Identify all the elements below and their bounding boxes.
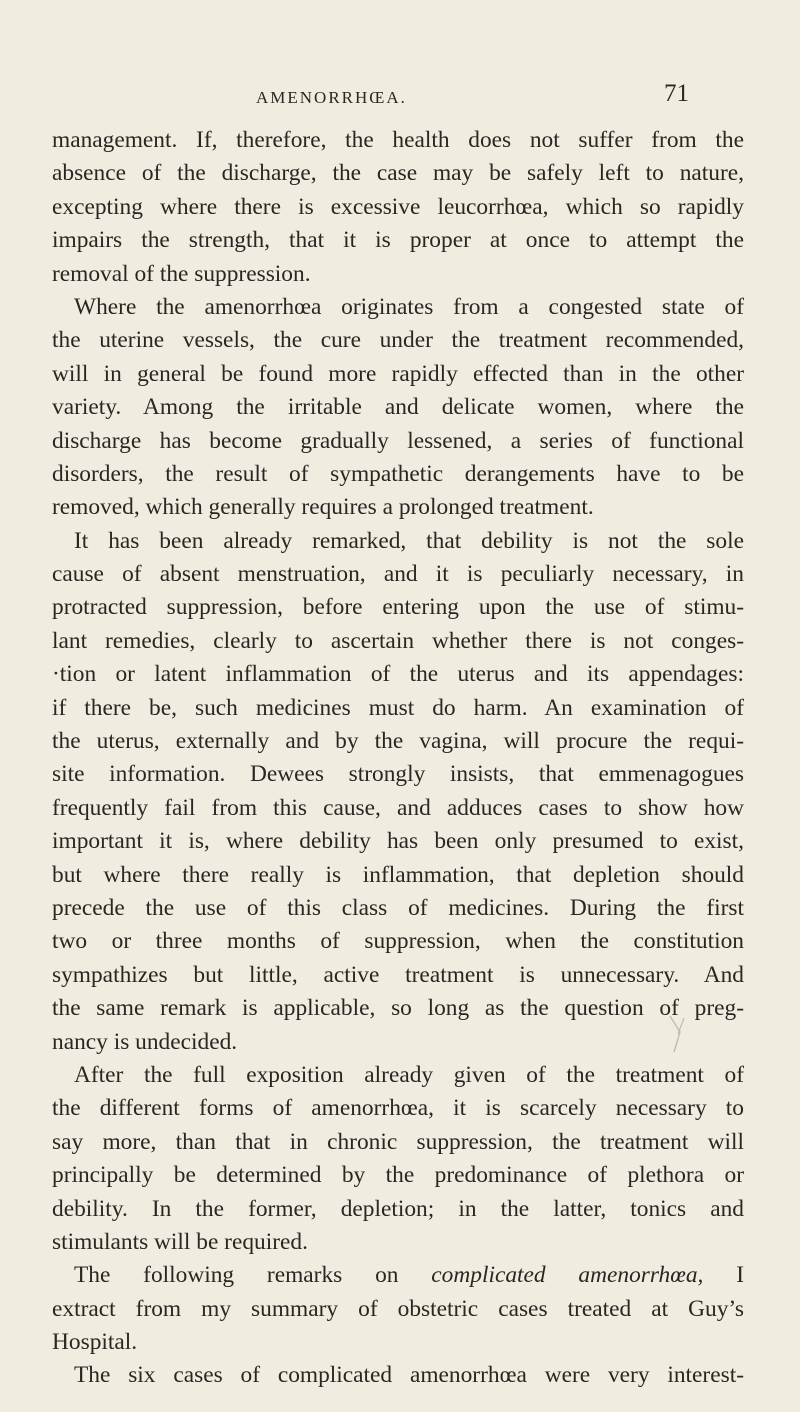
text-line: lant remedies, clearly to ascertain whether there is not conges- — [52, 627, 744, 654]
text-line: but where there really is inflammation, that depletion should — [52, 861, 744, 888]
text-line: stimulants will be required. — [52, 1228, 308, 1255]
text-line: After the full exposition already given of the treatment of — [74, 1061, 744, 1088]
text-line: ·tion or latent inflammation of the uterus and its appendages: — [52, 661, 744, 688]
running-title: AMENORRHŒA. — [256, 88, 407, 107]
text-line: the uterine vessels, the cure under the treatment recommended, — [52, 327, 744, 354]
text-line: principally be determined by the predominance of plethora or — [52, 1162, 744, 1189]
text-line: the different forms of amenorrhœa, it is scarcely necessary to — [52, 1095, 744, 1122]
italic-phrase: complicated amenorrhœa, — [431, 1262, 704, 1289]
body-text — [52, 124, 744, 1393]
text-line: disorders, the result of sympathetic derangements have to be — [52, 460, 744, 487]
text-line: will in general be found more rapidly effected than in the other — [52, 360, 744, 387]
text-line: the uterus, externally and by the vagina, will procure the requi- — [52, 728, 744, 755]
text-line: discharge has become gradually lessened, a series of functional — [52, 427, 744, 454]
text-line: nancy is undecided. — [52, 1028, 238, 1055]
text-line: absence of the discharge, the case may be safely left to nature, — [52, 160, 744, 187]
text-line: Where the amenorrhœa originates from a congested state of — [74, 293, 744, 320]
text-line: variety. Among the irritable and delicate women, where the — [52, 394, 744, 421]
text-line: It has been already remarked, that debility is not the sole — [74, 527, 744, 554]
text-line: two or three months of suppression, when the constitution — [52, 928, 744, 955]
text-line: impairs the strength, that it is proper at once to attempt the — [52, 227, 744, 254]
text-line: removal of the suppression. — [52, 260, 311, 287]
margin-mark-icon — [668, 1012, 688, 1056]
text-line: frequently fail from this cause, and adduces cases to show how — [52, 794, 744, 821]
text-line: The six cases of complicated amenorrhœa were very interest- — [74, 1362, 744, 1389]
text-line: extract from my summary of obstetric cases treated at Guy’s — [52, 1295, 744, 1322]
running-head — [0, 80, 800, 112]
text-line: debility. In the former, depletion; in the latter, tonics and — [52, 1195, 744, 1222]
page-number: 71 — [664, 80, 689, 107]
text-line: important it is, where debility has been only presumed to exist, — [52, 828, 744, 855]
text-line: management. If, therefore, the health does not suffer from the — [52, 127, 744, 153]
text-line: cause of absent menstruation, and it is peculiarly necessary, in — [52, 561, 744, 588]
text-line: precede the use of this class of medicines. During the first — [52, 894, 744, 921]
text-line: sympathizes but little, active treatment is unnecessary. And — [52, 961, 744, 988]
text-line: if there be, such medicines must do harm. An examination of — [52, 694, 744, 721]
text-line: excepting where there is excessive leucorrhœa, which so rapidly — [52, 193, 744, 220]
text-line: Hospital. — [52, 1329, 138, 1356]
text-line: removed, which generally requires a prolonged treatment. — [52, 494, 594, 521]
text-line: protracted suppression, before entering upon the use of stimu- — [52, 594, 744, 621]
text-segment: The following remarks on — [74, 1262, 432, 1289]
text-line: the same remark is applicable, so long as the question of preg- — [52, 995, 744, 1022]
text-segment: I — [703, 1262, 744, 1289]
text-line: say more, than that in chronic suppression, the treatment will — [52, 1128, 744, 1155]
text-line — [52, 1259, 744, 1292]
text-line: site information. Dewees strongly insists, that emmenagogues — [52, 761, 744, 788]
